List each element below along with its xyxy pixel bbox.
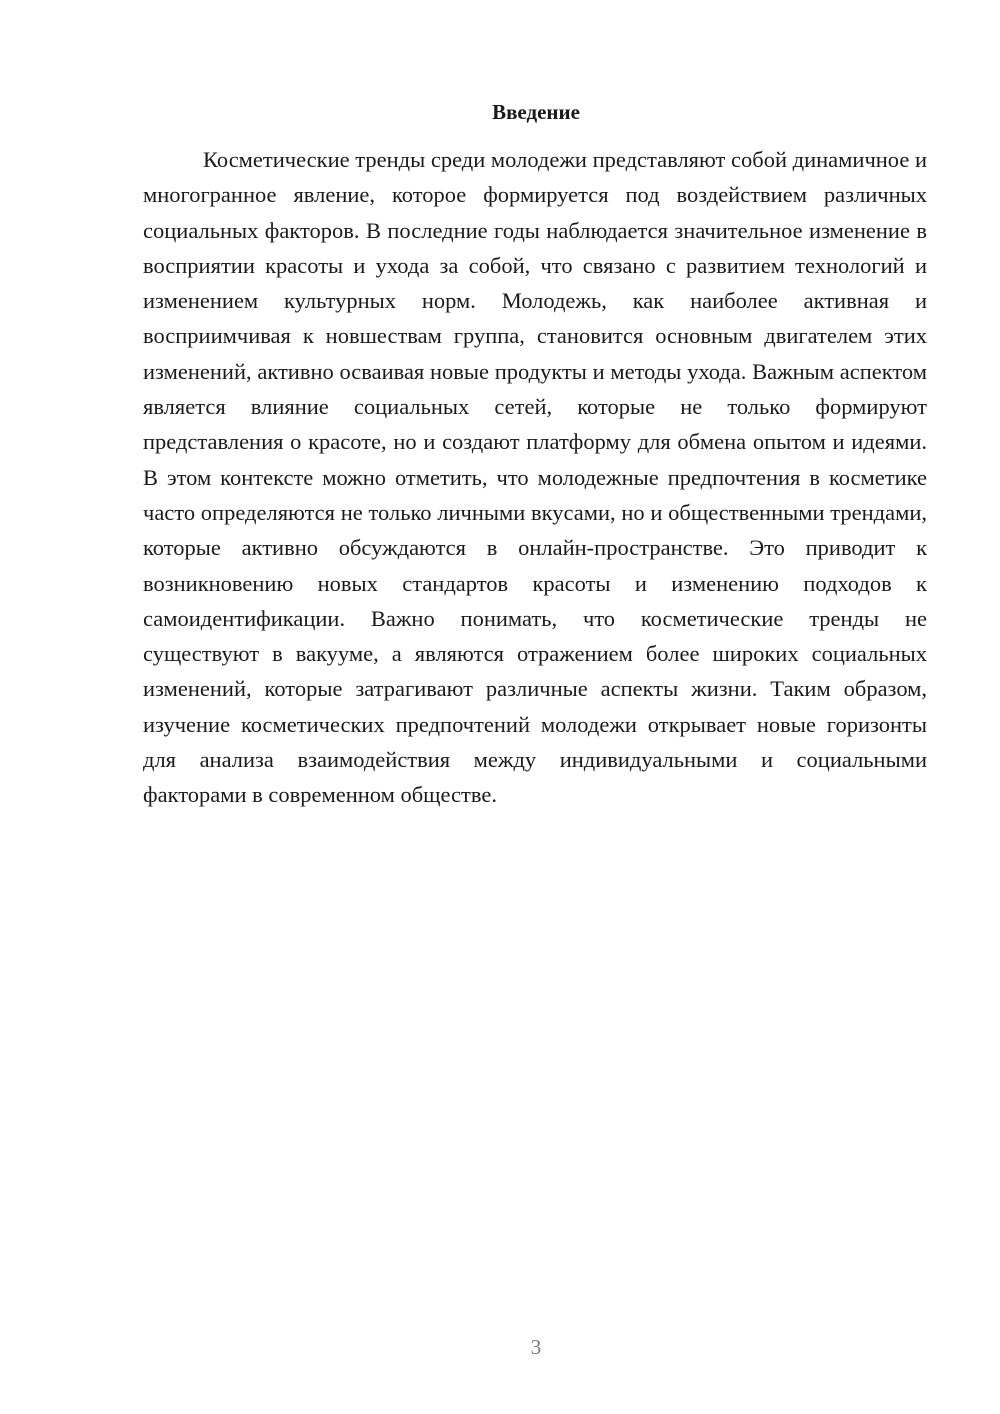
section-heading: Введение — [492, 100, 580, 124]
page-number: 3 — [530, 1335, 542, 1359]
body-paragraph: Косметические тренды среди молодежи представляют собой динамичное и многогранное явление, которое формируется под воздействием различных социальных факторов. В последние годы наблюдается значительное изменение в восприятии красоты и ухода за собой, что связано с развитием технологий и изменением культурных норм. Молодежь, как наиболее активная и восприимчивая к новшествам группа, становится основным двигателем этих изменений, активно осваивая новые продукты и методы ухода. Важным аспектом является влияние социальных сетей, которые не только формируют представления о красоте, но и создают платформу для обмена опытом и идеями. В этом контексте можно отметить, что молодежные предпочтения в косметике часто определяются не только личными вкусами, но и общественными трендами, которые активно обсуждаются в онлайн-пространстве. Это приводит к возникновению новых стандартов красоты и изменению подходов к самоидентификации. Важно понимать, что косметические тренды не существуют в вакууме, а являются отражением более широких социальных изменений, которые затрагивают различные аспекты жизни. Таким образом, изучение косметических предпочтений молодежи открывает новые горизонты для анализа взаимодействия между индивидуальными и социальными факторами в современном обществе. — [143, 147, 927, 808]
